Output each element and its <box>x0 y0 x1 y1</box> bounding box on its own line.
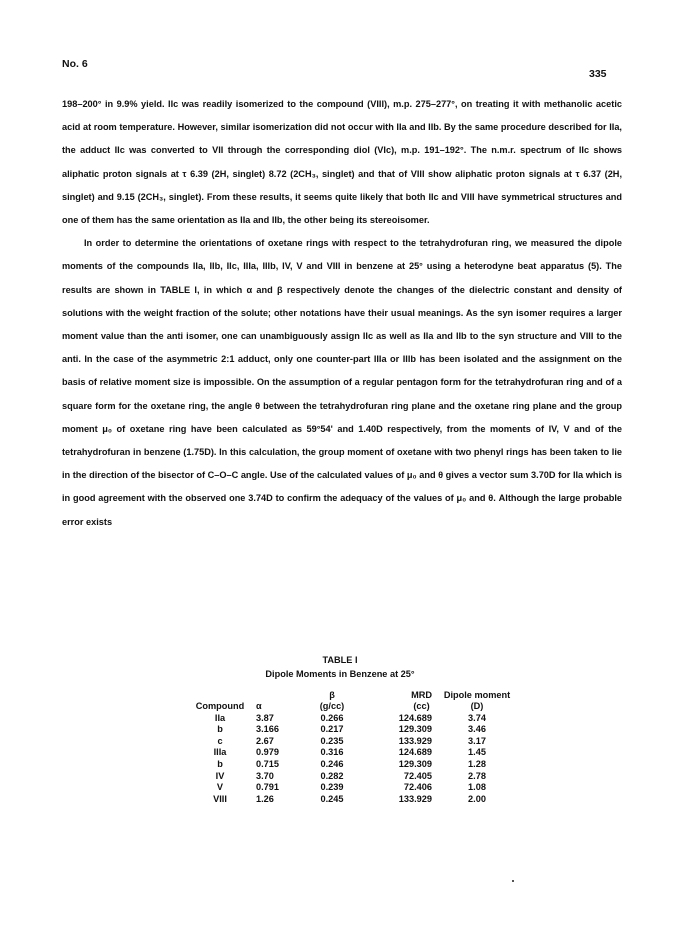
cell-mr: 133.929 <box>398 735 432 746</box>
table-row <box>190 759 512 771</box>
cell-dipole: 1.45 <box>468 747 486 758</box>
cell-mr: 133.929 <box>398 793 432 804</box>
cell-dipole: 1.28 <box>468 758 486 769</box>
cell-dipole: 3.46 <box>468 724 486 735</box>
cell-mr: 72.405 <box>403 770 432 781</box>
header-mr <box>362 690 442 713</box>
table-row <box>190 724 512 736</box>
table-row <box>190 736 512 748</box>
header-alpha: α <box>256 701 262 711</box>
cell-compound: b <box>217 758 223 769</box>
cell-mr: 124.689 <box>398 712 432 723</box>
cell-dipole: 3.17 <box>468 735 486 746</box>
cell-compound: IIIa <box>213 747 227 758</box>
cell-dipole: 1.08 <box>468 782 486 793</box>
header-mr-unit: (cc) <box>413 701 430 711</box>
header-beta <box>302 690 362 713</box>
cell-alpha: 1.26 <box>256 793 274 804</box>
cell-dipole: 2.00 <box>468 793 486 804</box>
table-row <box>190 771 512 783</box>
cell-compound: IIa <box>214 712 226 723</box>
cell-mr: 129.309 <box>398 724 432 735</box>
cell-compound: V <box>216 782 224 793</box>
cell-beta: 0.282 <box>320 770 344 781</box>
cell-compound: VIII <box>213 793 227 804</box>
article-body <box>62 93 622 534</box>
cell-beta: 0.245 <box>320 793 344 804</box>
header-dipole-unit: (D) <box>470 701 484 711</box>
dipole-moments-table <box>190 690 512 805</box>
cell-mr: 72.406 <box>403 782 432 793</box>
header-beta-unit: (g/cc) <box>319 701 345 711</box>
cell-alpha: 2.67 <box>256 735 274 746</box>
cell-alpha: 3.70 <box>256 770 274 781</box>
table-row <box>190 713 512 725</box>
table-header-row <box>190 690 512 713</box>
table-row <box>190 747 512 759</box>
header-dipole <box>442 690 512 713</box>
table-caption: Dipole Moments in Benzene at 25° <box>265 669 415 679</box>
cell-compound: b <box>217 724 223 735</box>
cell-compound: c <box>217 735 223 746</box>
cell-dipole: 2.78 <box>468 770 486 781</box>
table-row <box>190 794 512 806</box>
paragraph-1: 198–200° in 9.9% yield. IIc was readily isomerized to the compound (VIII), m.p. 275–277°, on treating it with methanolic acetic acid at room temperature. However, similar isomerization did not occur with IIa and IIb. By the same procedure described for IIa, the adduct IIc was converted to VII through the corresponding diol (VIc), m.p. 191–192°. The n.m.r. spectrum of IIc shows aliphatic proton signals at τ 6.39 (2H, singlet) 8.72 (2CH₃, singlet) and that of VIII show aliphatic proton signals at τ 6.37 (2H, singlet) and 9.15 (2CH₃, singlet). From these results, it seems quite likely that both IIc and VIII have symmetrical structures and one of them has the same orientation as IIa and IIb, the other being its stereoisomer. <box>62 99 622 226</box>
cell-alpha: 3.166 <box>256 724 279 735</box>
paragraph-2: In order to determine the orientations of oxetane rings with respect to the tetrahydrofuran ring, we measured the dipole moments of the compounds IIa, IIb, IIc, IIIa, IIIb, IV, V and VIII in benzene at 25° using a heterodyne beat apparatus (5). The results are shown in TABLE I, in which α and β respectively denote the changes of the dielectric constant and density of solutions with the weight fraction of the solute; other notations have their usual meanings. As the syn isomer requires a larger moment value than the anti isomer, one can unambiguously assign IIc as well as IIa and IIb to the syn structure and VIII to the anti. In the case of the asymmetric 2:1 adduct, only one counter-part IIIa or IIIb has been isolated and the assignment on the basis of relative moment size is impossible. On the assumption of a regular pentagon form for the tetrahydrofuran ring and of a square form for the oxetane ring, the angle θ between the tetrahydrofuran ring plane and the oxetane ring plane and the group moment μ₀ of oxetane ring have been calculated as 59°54' and 1.40D respectively, from the moments of IV, V and of the tetrahydrofuran in benzene (1.75D). In this calculation, the group moment of oxetane with two phenyl rings has been taken to lie in the direction of the bisector of C–O–C angle. Use of the calculated values of μ₀ and θ gives a vector sum 3.70D for IIa which is in good agreement with the observed one 3.74D to confirm the adequacy of the values of μ₀ and θ. Although the large probable error exists <box>62 238 622 527</box>
cell-mr: 129.309 <box>398 758 432 769</box>
cell-beta: 0.316 <box>320 747 344 758</box>
cell-dipole: 3.74 <box>468 712 486 723</box>
header-compound: Compound <box>195 701 245 711</box>
cell-compound: IV <box>215 770 225 781</box>
cell-beta: 0.266 <box>320 712 344 723</box>
table-row <box>190 782 512 794</box>
table-label: TABLE I <box>322 655 358 665</box>
cell-alpha: 0.791 <box>256 782 279 793</box>
cell-beta: 0.246 <box>320 758 344 769</box>
cell-alpha: 0.715 <box>256 758 279 769</box>
cell-beta: 0.239 <box>320 782 344 793</box>
header-dipole-label: Dipole moment <box>443 690 511 700</box>
cell-alpha: 3.87 <box>256 712 274 723</box>
journal-issue: No. 6 <box>62 58 88 70</box>
header-beta-symbol: β <box>329 690 335 700</box>
scan-speck <box>512 880 514 882</box>
cell-alpha: 0.979 <box>256 747 279 758</box>
cell-beta: 0.217 <box>320 724 344 735</box>
page-number: 335 <box>589 68 607 80</box>
cell-beta: 0.235 <box>320 735 344 746</box>
header-mr-symbol: MRD <box>411 690 432 700</box>
cell-mr: 124.689 <box>398 747 432 758</box>
